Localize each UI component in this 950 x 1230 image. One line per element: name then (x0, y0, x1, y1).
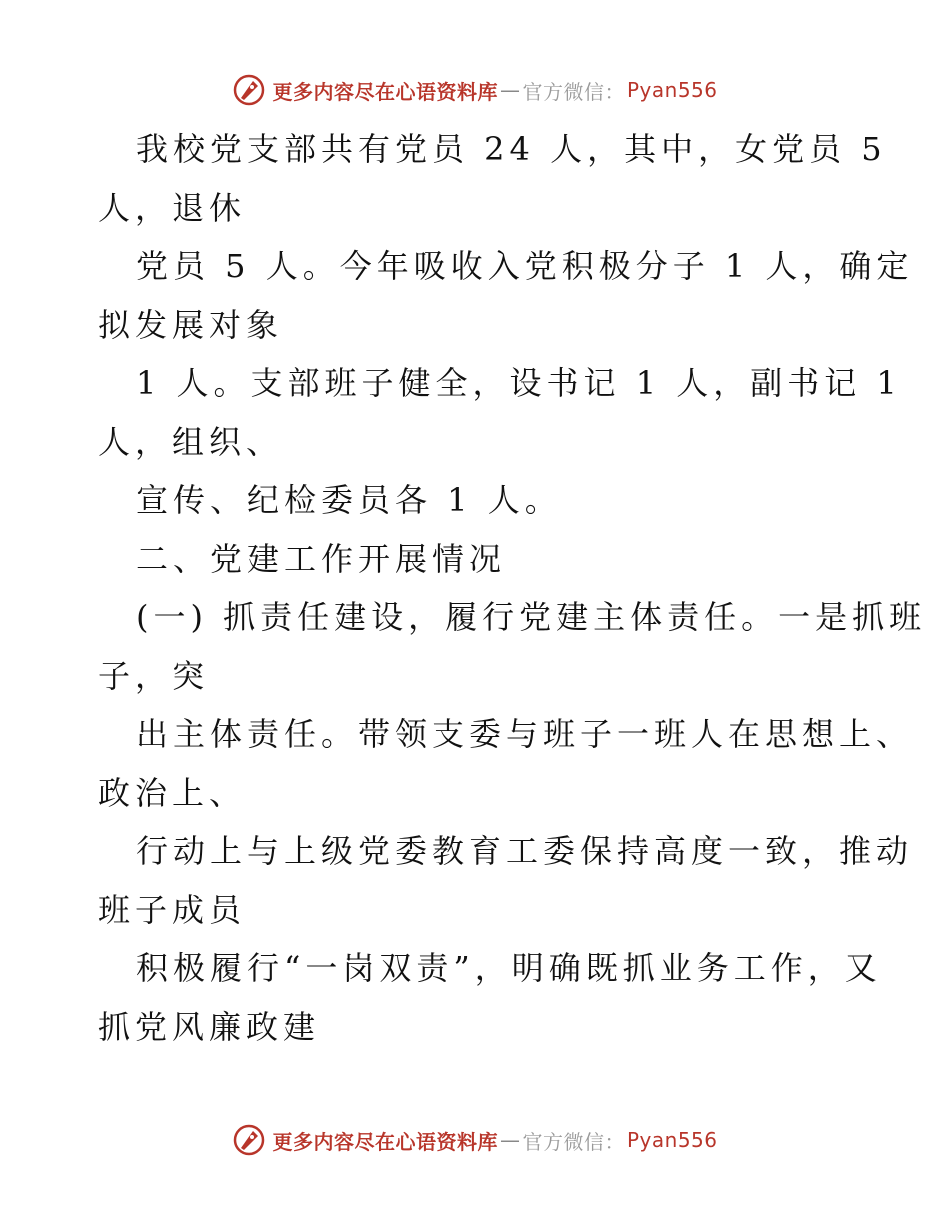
paragraph-line: 积极履行“一岗双责”，明确既抓业务工作，又 (136, 949, 882, 987)
paragraph-line: 出主体责任。带领支委与班子一班人在思想上、 (136, 715, 914, 753)
banner-separator: — (499, 1128, 521, 1152)
paragraph-line: 1 人。支部班子健全，设书记 1 人，副书记 1 (136, 364, 902, 402)
paragraph-line: 子，突 (98, 656, 210, 695)
paragraph-line: 人，组织、 (98, 422, 284, 461)
paragraph-line: 政治上、 (98, 773, 247, 812)
footer-banner (0, 1120, 950, 1160)
banner-separator: — (499, 78, 521, 102)
paragraph-line: 班子成员 (98, 890, 247, 929)
paragraph-line: 抓党风廉政建 (98, 1007, 321, 1046)
banner-main-text: 更多内容尽在心语资料库 (272, 79, 498, 104)
banner-wechat-label: 官方微信： (522, 79, 625, 104)
section-heading: 二、党建工作开展情况 (136, 539, 507, 578)
paragraph-line: (一) 抓责任建设，履行党建主体责任。一是抓班 (136, 598, 927, 636)
document-body (98, 120, 927, 1056)
banner-wechat-id: Pyan556 (626, 78, 718, 102)
paragraph-line: 我校党支部共有党员 24 人，其中，女党员 5 (136, 130, 887, 168)
header-banner (0, 70, 950, 110)
paragraph-line: 拟发展对象 (98, 305, 284, 344)
paragraph-line: 人，退休 (98, 188, 247, 227)
paragraph-line: 宣传、纪检委员各 1 人。 (136, 481, 562, 519)
paragraph-line: 党员 5 人。今年吸收入党积极分子 1 人，确定 (136, 247, 914, 285)
banner-wechat-label: 官方微信： (522, 1129, 625, 1154)
pen-nib-logo-icon (232, 73, 266, 107)
banner-wechat-id: Pyan556 (626, 1128, 718, 1152)
paragraph-line: 行动上与上级党委教育工委保持高度一致，推动 (136, 832, 914, 870)
pen-nib-logo-icon (232, 1123, 266, 1157)
banner-main-text: 更多内容尽在心语资料库 (272, 1129, 498, 1154)
